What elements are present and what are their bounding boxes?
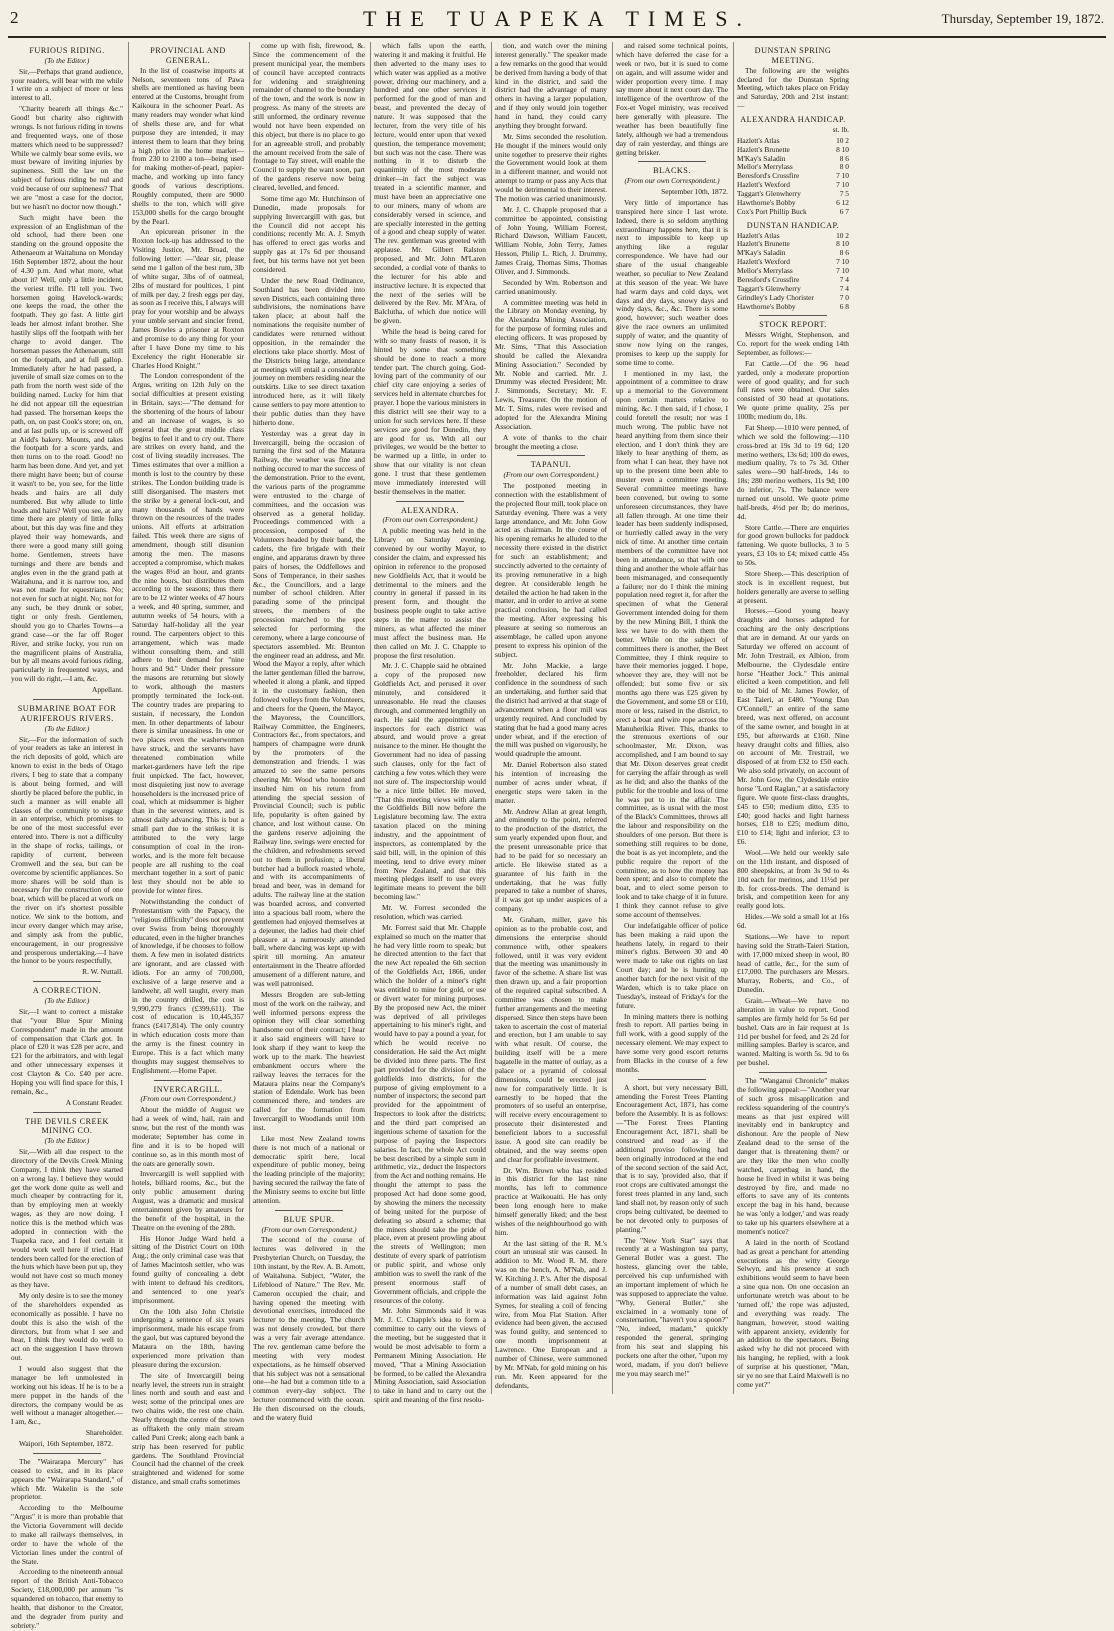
article-paragraph: Seconded by Wm. Robertson and carried unanimously. bbox=[495, 277, 607, 296]
table-units: st. lb. bbox=[832, 124, 849, 134]
article-headline: SUBMARINE BOAT FOR AURIFEROUS RIVERS. bbox=[17, 703, 117, 723]
horse-weight: 7 10 bbox=[836, 257, 849, 267]
article-paragraph: About the middle of August we had a week of wind, hail, rain and snow, but the rest of the month was moderate; September has come in fine and it is to be hoped will continue so, as in this month most of the oats are generally sown. bbox=[132, 1105, 244, 1168]
masthead bbox=[0, 0, 1114, 44]
article-paragraph: A short, but very necessary Bill, amending the Forest Trees Planting Encouragement Act, 1871, has come before the Assembly. It is as follows: —"The Forest Trees Planting Encouragement Act, 1871, shall be construed and read as if the additional proviso following had been originally introduced at the end of the second section of the said Act, that is to say, 'provided also, that if root crops are cultivated amongst the forest trees planted in any land, such land shall not, by reason only of such crops being cultivated, be deemed to be not devoted only to purposes of planting.'" bbox=[616, 1082, 728, 1234]
article-paragraph: The site of Invercargill being nearly level, the streets run in straight lines north and south and east and west; some of the principal ones are two chains wide, the rest one chain. Nearly through the centre of the town as offtaketh the only main stream called Puni Creek; along each bank a strip has been reserved for public gardens. The Southland Provincial Council had the channel of the creek straightened and widened for some distance, and small crafts sometimes bbox=[132, 1370, 244, 1487]
article-paragraph: Mr. Andrew Allan at great length, and eminently to the point, referred to the production of the district, the sum yearly expended upon flour, and the present unreasonable price that had to be paid for so necessary an article. He likewise stated as a guarantee of his faith in the undertaking, that he was fully prepared to take a number of shares, if it was got up under auspices of a company. bbox=[495, 806, 607, 914]
horse-name: Beresford's Crossfire bbox=[737, 171, 800, 181]
horse-name: Cox's Port Phillip Buck bbox=[737, 206, 807, 216]
article-headline: DUNSTAN SPRING MEETING. bbox=[754, 46, 832, 65]
section-divider bbox=[33, 981, 101, 982]
article-paragraph: The London correspondent of the Argus, writing on 12th July on the social difficulties at present existing in Britain, says:—"The demand for the shortening of the hours of labour and an increase of wages, is so general that the great middle class begins to feel it and to cry out. There are strikes on every hand, and the cost of living steadily increases. The Times estimates that over a million a month is lost to the country by these strikes. The London building trade is still disorganised. The masters met the strike by a general lock-out, and many thousands of hands were thrown on the resources of the trades unions. All efforts at arbitration failed. This week there are signs of amendment, though still disunion among the men. The masons accepted a compromise, which makes the wages 8½d an hour, and grants the nine hours, but distributes them according to the seasons; thus there are to be 12 winter weeks of 47 hours a week, and 40 spring, summer, and autumn weeks of 54 hours, with a Saturday half-holiday all the year round. The carpenters object to this arrangement, which was made without consulting them, and still adhere to their demand for "nine hours and 9d." Under their pressure the masons are returning but slowly to work, although the masters promptly terminated the lock-out. The country trades are preparing to sustain, if necessary, the London men. In other departments of labour there is similar uneasiness. In one or two places even the washerwomen have struck, and the servants have threatened combination while market-gardeners have left the ripe fruit unpicked. The fact, however, most disquieting just now to average householders is the increased price of coal, which at midsummer is higher than in the severest winters, and is almost daily advancing. This is but a small part due to the strikes; it is attributed to the very large consumption of coal in the iron-works, and is the more felt because people are all rushing to the coal merchant together in a sort of panic lest they should not be able to provide for winter fires. bbox=[132, 371, 244, 896]
article-paragraph: According to the Melbourne "Argus" it is more than probable that the Victoria Government will decide to make all railways themselves, in order to have the whole of the Victorian lines under the control of the State. bbox=[11, 1503, 123, 1566]
article-paragraph: Store Cattle.—There are enquiries for good grown bullocks for paddock fattening. We quote bullocks, 3 to 5 years, £3 10s to £4; mixed cattle 45s to 50s. bbox=[737, 522, 849, 568]
horse-weight: 7 4 bbox=[839, 274, 849, 284]
section-divider bbox=[154, 1080, 222, 1081]
article-paragraph: Very little of importance has transpired here since I last wrote. Indeed, there is so seldom anything extraordinary happens here, that it is next to impossible to keep up anything like a regular correspondence. We have had our share of the usual changeable weather, so peculiar to New Zealand at this season of the year. We have had warm days and cold days, wet days and dry days, snowy days and windy days, &c., &c. There is some good, however; such weather does give the race owners an unlimited supply of water, and the quantity of snow now lying on the ranges, promises to keep up the supply for some time to come. bbox=[616, 197, 728, 367]
column-divider bbox=[733, 42, 734, 1394]
horse-name: Grindley's Lady Chorister bbox=[737, 292, 814, 302]
article-headline: BLUE SPUR. bbox=[283, 1214, 335, 1224]
horse-name: Mellor's Merrylass bbox=[737, 162, 793, 172]
article-subhead: (To the Editor.) bbox=[44, 1136, 90, 1146]
newspaper-title: THE TUAPEKA TIMES. bbox=[363, 6, 751, 31]
horse-name: M'Kay's Saladin bbox=[737, 153, 786, 163]
column-6 bbox=[616, 42, 728, 1394]
article-paragraph: come up with fish, firewood, &. Since the commencement of the present municipal year, the members of council have accepted contracts for widening and straightening remainder of channel to the boundary of the town, and the work is now in progress. As many of the streets are still unformed, the ordinary revenue would not have been expended on this object, but there is no place to go for an agreeable stroll, and probably the amount received from the sale of frontage to Tay street, will enable the Council to supply the want soon, part of the gardens reserve now being cleared, levelled, and fenced. bbox=[253, 41, 365, 192]
section-divider bbox=[638, 161, 706, 162]
article-paragraph: Notwithstanding the conduct of Protestantism with the Papacy, the "religious difficulty" does not prevent over Swiss from being thoroughly educated, even in the higher branches of knowledge, if he chooses to follow them. A few men in isolated districts are ignorant, and are classed with idiots. For an army of 700,000, exclusive of a large reserve and a landwehr, all well taught, every man in the country drilled, the cost is 9,990,279 francs (£399,611). The cost of education is 10,445,357 francs (£417,814). The only country in which education costs more than the army is the finest country in Europe. This is a fact which many thoughts may suggest themselves to Englishment.—Home Paper. bbox=[132, 897, 244, 1075]
horse-weight: 7 10 bbox=[836, 266, 849, 275]
section-divider bbox=[33, 699, 101, 700]
table-row bbox=[737, 303, 849, 312]
column-1 bbox=[11, 42, 123, 1630]
horse-name: Hawthorne's Bobby bbox=[737, 301, 796, 311]
article-paragraph: His Honor Judge Ward held a sitting of the District Court on 10th Aug.; the only criminal case was that of James Macintosh settler, who was found guilty of concealing a debt with intent to defraud his creditors, and sentenced to one year's imprisonment. bbox=[132, 1233, 244, 1305]
column-2 bbox=[132, 42, 244, 1487]
issue-date: Thursday, September 19, 1872. bbox=[941, 11, 1104, 26]
column-divider bbox=[491, 42, 492, 1394]
article-paragraph: Mr. Daniel Robertson also stated his intention of increasing the number of acres under wheat, if energetic steps were taken in the matter. bbox=[495, 760, 607, 805]
horse-name: Hazlett's Atlas bbox=[737, 230, 780, 240]
column-5 bbox=[495, 42, 607, 1394]
column-divider bbox=[128, 42, 129, 1394]
section-divider bbox=[638, 1079, 706, 1080]
horse-weight: 8 10 bbox=[836, 239, 849, 249]
column-divider bbox=[612, 42, 613, 1394]
article-signature: A Constant Reader. bbox=[65, 1097, 123, 1107]
horse-weight: 7 5 bbox=[839, 189, 849, 199]
article-paragraph: and raised some technical points, which have deferred the case for a week or two, but it is sued to come on again, and will assume wider and wider proportion every time. I may say more about it next court day. The intelligence of the overthrow of the Fox-et Vogel ministry, was received here generally with pleasure. The weather has been beautifully fine lately, although we had a tremendous day of rain yesterday, and things are getting brisker. bbox=[616, 41, 728, 157]
article-subhead: (From our own Correspondent.) bbox=[140, 1094, 236, 1104]
article-paragraph: Sir,—Perhaps that grand audience, your readers, will bear with me while I write on a subject of more or less interest to all. bbox=[11, 66, 123, 103]
article-paragraph: Wool.—We held our weekly sale on the 11th instant, and disposed of 800 sheepskins, at from 3s 9d to 4s 10d each for merinos, and 11½d per lb. for cross-breds. The demand is brisk, and competition keen for any really good lots. bbox=[737, 848, 849, 911]
article-paragraph: A committee meeting was held in the Library on Monday evening, by the Alexandra Mining Association, for the purpose of forming rules and electing officers. It was proposed by Mr. Sims, "That this Association should be called the Alexandra Mining Association." Seconded by Mr. Noble and carried. Mr. J. Drummy was elected President; Mr. J. Simmonds, Secretary; Mr. F. Lewis, Treasurer. On the motion of Mr. T. Sims, rules were revised and adopted for the Alexandra Mining Association. bbox=[495, 297, 607, 431]
article-headline: ALEXANDRA. bbox=[401, 505, 459, 515]
article-headline: A CORRECTION. bbox=[32, 986, 102, 996]
article-headline: DUNSTAN HANDICAP. bbox=[746, 220, 840, 230]
article-paragraph: Hides.—We sold a small lot at 16s 6d. bbox=[737, 912, 849, 931]
section-divider bbox=[33, 1112, 101, 1113]
horse-weight: 7 10 bbox=[836, 171, 849, 181]
article-paragraph: Like most New Zealand towns there is not much of a national or democratic spirit here, local expenditure of public money, being the leading principle of the majority; having secured the railway the fate of the Ministry seems to excite but little attention. bbox=[253, 1133, 365, 1205]
article-subhead: (To the Editor.) bbox=[44, 996, 90, 1005]
horse-weight: 8 0 bbox=[839, 162, 849, 172]
article-paragraph: Store Sheep.—This description of stock is in excellent request, but holders generally are averse to selling at present. bbox=[737, 568, 849, 605]
masthead-rule bbox=[8, 36, 1106, 38]
article-paragraph: Horses.—Good young heavy draughts and horses adapted for coaching are the only descriptions that are in demand. At our yards on Saturday we offered on account of Mr. John Trestrail, ex Albion, from Melbourne, the Clydesdale entire horse "Heather Jock." This animal elicited a keen competition, and fell to the bid of Mr. James Fowler, of East Taieri, at £480. "Young Dan O'Connell," an entire of the same breed, was next offered, on account of the same owner, and bought in at £95, but afterwards at £160. Nine heavy draught colts and fillies, also on account of Mr. Trestrail, we disposed of at from £32 to £50 each. We also sold privately, on account of Mr. John Gow, the Clydesdale entire horse "Lord Raglan," at a satisfactory figure. We quote first-class draughts, £45 to £50; medium ditto, £35 to £40; good hacks and light harness horses, £18 to £25; medium ditto, £10 to £14; light and inferior, £3 to £6. bbox=[737, 606, 849, 847]
column-3 bbox=[253, 41, 365, 1422]
article-subhead: (From our own Correspondent.) bbox=[624, 176, 720, 186]
article-paragraph: Mr. John Mackie, a large freeholder, declared his firm confidence in the soundness of such an undertaking, and further said that the district had arrived at that stage of advancement when a flour mill was urgently required. And concluded by stating that he had a good many acres under wheat, and if the erection of the mill was pushed on vigorously, he would quadruple the amount. bbox=[495, 660, 607, 759]
article-signature: R. W. Nuttall. bbox=[82, 967, 123, 977]
article-paragraph: Mr. J. C. Chapple proposed that a committee be appointed, consisting of John Young, William Forrest, Richard Dawson, William Faucett, William Noble, John Terry, James Hesson, Philip L. Rich, J. Drummy, James Craig, Thomas Sims, Thomas Oliver, and J. Simmonds. bbox=[495, 204, 607, 276]
article-paragraph: I would also suggest that the manager be left unmolested in working out his ideas. If he is to be a mere puppet in the hands of the directors, the company would be as well without a manager altogether.—I am, &c., bbox=[11, 1364, 123, 1427]
section-divider bbox=[759, 315, 827, 316]
column-divider bbox=[370, 42, 371, 1394]
article-paragraph: The following are the weights declared for the Dunstan Spring Meeting, which takes place on Friday and Saturday, 20th and 21st instant:— bbox=[737, 65, 849, 111]
article-paragraph: The "Wanganui Chronicle" makes the following appeal:—"Another year of such gross misapplication and reckless squandering of the country's means as that just expired will inevitably end in bankruptcy and dishonour. Are the people of New Zealand dead to the sense of the danger that is threatening them? or are they like the men who coolly watched, carpetbag in hand, the house he lived in whilst it was being destroyed by fire, and made no efforts to save any of its contents except the bag in his hand, because he was 'only a lodger,' and was ready to take up his quarters elsewhere at a moment's notice? bbox=[737, 1076, 849, 1236]
horse-weight: 6 12 bbox=[836, 197, 849, 207]
article-headline: ALEXANDRA HANDICAP. bbox=[740, 115, 846, 125]
horse-weight: 8 6 bbox=[839, 248, 849, 258]
article-paragraph: Under the new Road Ordinance, Southland has been divided into seven Districts, each containing three subdivisions, the nominations have taken place; at about half the nominations the requisite number of candidates were returned without opposition, in the remainder the elections take place shortly. Most of the Districts being large, attendance at meetings will entail a considerable journey on members residing near the outskirts. Like to see direct taxation introduced here, as it will likely cause settlers to pay more attention to their public duties than they have hitherto done. bbox=[253, 275, 365, 427]
article-paragraph: Messrs Wright, Stephenson, and Co. report for the week ending 14th September, as follows:— bbox=[737, 330, 849, 357]
article-headline: TAPANUI. bbox=[530, 460, 572, 470]
article-paragraph: The "Wairarapa Mercury" has ceased to exist, and in its place appears the "Wairarapa Standard," of which Mr. Wakelin is the sole proprietor. bbox=[11, 1456, 123, 1502]
article-paragraph: An epicurean prisoner in the Roxton lock-up has addressed to the Visiting Justice, Mr. Broad, the following letter: —"dear sir, please send me 1 gallon of the best rum, 3lb of white sugar, 3lbs of of oatmeal, 2lbs of mustard for poultices, 1 pint of milk per day, 2 fresh eggs per day, as soon as I receive this, I always will pray for your worship and be always your umble servant and sincier frend, James Bowles a prisoner at Roxton and promise to do any thing for your after I have Done my time to his Excelency the right Honerable sir Charles Hood Knight." bbox=[132, 227, 244, 370]
horse-name: Hazlett's Wexford bbox=[737, 257, 790, 267]
horse-name: Hawthorne's Bobby bbox=[737, 197, 796, 207]
article-paragraph: In the list of coastwise imports at Nelson, seventeen tons of Pawa shells are mentioned as having been entered at the Customs, brought from Kaikoura in the schooner Pearl. As many readers may wonder what kind of shells these are, and for what purpose they are intended, it may interest them to learn that they bring a high price in the home market—from 230 to 2100 a ton—being used for making mother-of-pearl, papier-mache, and working up into fancy goods of various descriptions. Roughly computed, there are 9000 shells to the ton, which will give 153,000 shells for the cargo brought by the Pearl. bbox=[132, 65, 244, 226]
article-paragraph: The "New York Star" says that recently at a Washington tea party, General Butler was a guest. The hostess, glancing over the table, perceived his cup unfurnished with an important implement of which he was supposed to appreciate the value. "Why, General Butler," she exclaimed in a womanly tone of consternation, "haven't you a spoon?" "No, indeed, madam," quickly responded the general, springing from his seat and slapping his pockets one after the other, "upon my word, madam, if you don't believe me you may search me!" bbox=[616, 1235, 728, 1378]
article-headline: INVERCARGILL. bbox=[153, 1084, 223, 1094]
article-paragraph: The second of the course of lectures was delivered in the Presbyterian Church, on Tuesday, the 10th instant, by the Rev. A. B. Arnott, of Waitahuna. Subject, "Water, the Lifeblood of Nature." The Rev. Mr. Cameron occupied the chair, and having opened the meeting with devotional exercises, introduced the lecturer to the meeting. The church was not densely crowded, but there was a very fair average attendance. The rev. gentleman came before the meeting with very modest expectations, as he himself observed that his subject was not a sensational one—he had but a common title to a common every-day subject. The lecturer commenced with the ocean. He then discoursed on the clouds, and the watery fluid bbox=[253, 1235, 365, 1422]
article-subhead: (To the Editor.) bbox=[44, 723, 90, 733]
article-subhead: (From our own Correspondent.) bbox=[261, 1224, 357, 1234]
horse-name: Mellor's Merrylass bbox=[737, 266, 793, 275]
article-paragraph: Yesterday was a great day in Invercargill, being the occasion of turning the first sod of the Mataura Railway, the weather was fine and nothing occured to mar the success of the demonstration. Prior to the event, the various parts of the programme were entrusted to the charge of committees, and the occasion was observed as a general holiday. Proceedings commenced with a procession, composed of the Volunteers headed by their band, the cadets, the fire brigade with their engine, and apparatus drawn by three pairs of horses, the Oddfellows and Sons of Temperance, in their sashes &c., the Councillors, and a large number of school children. After parading some of the principal streets, the members of the procession marched to the spot selected for performing the ceremony, where a large concourse of spectators assembled. Mr. Brunton the engineer read an address, and Mr. Wood the Mayor a reply, after which the latter gentleman filled the barrow, wheeled it along a plank, and tipped it in the customary fashion, then followed volleys from the Volunteers, and cheers for the Queen, the Mayor, the Mayoress, the Councillors, Railway Committee, the Engineers, Contractors &c., from spectators, and hampers of champagne were drunk by the promoters of the demonstration and friends. I was amazed to see the same persons cheering Mr. Wood who hooted and insulted him on his return from attending the special session of Provincial Council; such is public life, popularity is often gained by chance, and lost without cause. On the gardens reserve adjoining the Railway line, swings were erected for the children, and refreshments served out to them in profusion; a liberal butcher had a bullock roasted whole, and with its accompaniments of bread and beer, was in demand for adults. The railway line at the station was boarded across, and converted into a spacious ball room, where the gentlemen had enjoyed themselves at a dejeuner, the ladies had their chief pleasure at a numerously attended ball, where dancing was kept up with spirit till morning. An amateur entertainment in the Theatre afforded amusement of a different nature, and was well patronised. bbox=[253, 428, 365, 988]
section-divider bbox=[275, 1210, 343, 1211]
article-headline: STOCK REPORT. bbox=[759, 320, 827, 330]
horse-name: Hazlett's Brunette bbox=[737, 239, 790, 249]
horse-name: M'Kay's Saladin bbox=[737, 248, 786, 258]
article-paragraph: Sir,—For the information of such of your readers as take an interest in the rich deposits of gold, which are known to exist in the beds of Otago rivers, I beg to state that a company is about being formed, and will shortly be placed before the public, in such a manner as will enable all classes of the community to engage in an enterprise, which promises to be one of the most successful ever entered into. There is not a difficulty in the shape of rocks, tailings, or rapidity of current, between Cromwell and the sea, but can be overcome by scientific appliances. So more shares will be sold than is necessary for the construction of one boat, which will be placed at work on the river on it's shortest possible notice. We sink to the bottom, and incur every danger which may arise, and simply ask from the public, encouragement, in our progressive and prosperous undertaking.—I have the honor to be yours respectfully, bbox=[11, 734, 123, 966]
article-paragraph: which falls upon the earth, watering it and making it fruitful. He then adverted to the many uses to which water was applied as a motive power, driving our machinery, and a hundred and one other services it performed for the good of man and beast, and prevented the decay of nature. It was supposed that the lecturer, from the very title of his lecture, would enter upon that vexed question, the temperance movement; but such was not the case. There was nothing in it to disturb the equanimity of the most moderate drinker—in fact the subject was treated in a scientific manner, and must have been an appreciative one to our miners, many of whom are considerably versed in science, and are specially interested in the getting of a good and cheap supply of water. The rev. gentleman was greeted with applause. Mr. Gilbert Ralston proposed, and Mr. John M'Laren seconded, a cordial vote of thanks to the lecturer for his able and instructive lecture. It is expected that the next of the series will be delivered by the Rev. Mr. M'Ara, of Balclutha, of which due notice will be given. bbox=[374, 41, 486, 326]
page-number: 2 bbox=[10, 8, 19, 27]
horse-weight: 7 4 bbox=[839, 283, 849, 293]
article-paragraph: Mr. Sims seconded the resolution. He thought if the miners would only unite together to preserve their rights the Government would look at them in a different manner, and would not attempt to tramp or pass any Acts that would be detrimental to their interest. The motion was carried unanimously. bbox=[495, 131, 607, 203]
column-4 bbox=[374, 41, 486, 1405]
article-paragraph: Invercargill is well supplied with hotels, billiard rooms, &c., but the only public amusement during August, was a dramatic and musical entertainment given by amateurs for the benefit of the hospital, in the Theatre on the evening of the 28th. bbox=[132, 1169, 244, 1232]
horse-name: Taggart's Glenwherry bbox=[737, 189, 801, 199]
article-paragraph: Stations.—We have to report having sold the Strath-Taieri Station, with 17,000 mixed sheep in wool, 80 head of cattle, &c., for the sum of £17,000. The purchasers are Messrs. Murray, Roberts, and Co., of Dunedin. bbox=[737, 931, 849, 995]
horse-name: Hazlett's Brunette bbox=[737, 144, 790, 154]
article-paragraph: Mr. Forrest said that Mr. Chapple explained so much on the matter that he had very little room to speak; but he directed attention to the fact that the new Act repealed the 6th section of the Goldfields Act, 1866, under which the holder of a miner's right was entitled to mine for gold, or use or divert water for mining purposes. By the proposed new Act, the miner was deprived of all privileges appertaining to his miner's right, and would have to pay a pound a year, for which he would receive no consideration. He said the Act might be divided into three parts. The first part provided for the division of the goldfields into districts, for the purpose of giving employment to a number of inspectors; the second part provided for the appointment of Inspectors to look after the districts; and the third part comprised an ingenious scheme of taxation for the purpose of paying the Inspectors salaries. In fact, the whole Act could be best described by a simple sum in arithmetic, viz., deduct the Inspectors from the Act and nothing remains. He thought the attempt to pass the proposed Act had done some good, by showing the miners the necessity of being united for the purpose of defeating so absurd a scheme; that the miners should take the pride of place, even at present prowling about the streets of Wellington; men destitute of every spark of patriotism or public spirit, and whose only ambition was to swell the rank of the present enormous staff of Government officials, and cripple the resources of the colony. bbox=[374, 922, 486, 1305]
horse-weight: 6 8 bbox=[839, 301, 849, 311]
article-headline: PROVINCIAL AND GENERAL. bbox=[150, 46, 226, 65]
article-headline: THE DEVILS CREEK MINING CO. bbox=[25, 1116, 109, 1136]
article-paragraph: While the head is being cared for with so many feasts of reason, it is hinted by some that something should be done to reach a more tender part. The church going, God-loving part of the community of our chief city care enjoying a series of services held in alternate churches for prayer. I hope the various ministers in this district will see their way to a union for such services here. If these services are good for Dunedin, they are good for us. With all our privileges, we would be the better to be warmed up a little, in order to show that our vitality is not clean gone. I trust that these gentlemen move immediately interested will bestir themselves in the matter. bbox=[374, 327, 486, 496]
horse-name: Beresford's Crossfire bbox=[737, 274, 800, 284]
article-paragraph: Sir,—With all due respect to the directory of the Devils Creek Mining Company, I think they have started on a wrong lay. I believe they would get the work done quite as well and much cheaper by contracting for it, than by employing men at weekly wages, as they are now doing. I notice this is the method which was adopted in connection with the Tuapeka race, and I feel certain it would work well here if tried. Had tenders been called for the erection of the huts which have been put up, they would not have cost so much money as they have. bbox=[11, 1147, 123, 1290]
horse-weight: 8 6 bbox=[839, 153, 849, 163]
article-paragraph: tion, and watch over the mining interest generally." The speaker made a few remarks on the good that would be derived from having a body of that kind in the district, and said the district had the advantage of many others in having a larger population, and if they only would join together hand in hand, they could carry anything they brought forward. bbox=[495, 41, 607, 130]
column-divider bbox=[249, 42, 250, 1394]
weights-table bbox=[737, 232, 849, 312]
article-paragraph: In mining matters there is nothing fresh to report. All parties being in full work, with a good supply of the necessary element. We may expect to have some very good escort returns from Blacks in the course of a few months. bbox=[616, 1011, 728, 1074]
article-subhead: (To the Editor.) bbox=[44, 55, 90, 65]
horse-name: Hazlett's Wexford bbox=[737, 180, 790, 190]
article-subhead: (From our own Correspondent.) bbox=[503, 470, 599, 480]
article-signature: Shareholder. bbox=[85, 1428, 123, 1438]
article-signature: Appellant. bbox=[92, 685, 123, 695]
section-divider bbox=[33, 1453, 101, 1454]
article-paragraph: At the last sitting of the R. M.'s court an unusual stir was caused. In addition to Mr. Wood R. M. there was on the bench, A. M'Nab, and J. W. Kitching J. P.'s. After the disposal of a number of small debt cases, an information was laid against John Symes, for stealing a coil of fencing wire, from Moa Flat Station. After evidence had been given, the accused was found guilty, and sentenced to one month imprisonment at Lawrence. One European and a number of Chinese, were summoned by Mr. M'Nab, for gold mining on his run. Mr. Keen appeared for the defendants, bbox=[495, 1238, 607, 1390]
horse-weight: 6 7 bbox=[839, 206, 849, 216]
article-paragraph: According to the nineteenth annual report of the British Anti-Tobacco Society, £18,000,000 per annum "is squandered on tobacco, that enemy to health, that dishonor to the Creator, and the degrader from purity and sobriety." bbox=[11, 1567, 123, 1630]
horse-weight: 10 2 bbox=[836, 135, 849, 145]
article-paragraph: Some time ago Mr. Hutchinson of Dunedin, made proposals for supplying Invercargill with gas, but the Council did not accept his conditions; recently Mr. A. J. Smyth has offered to erect gas works and supply gas at 17s 6d per thousand feet, but his terms have not yet been considered. bbox=[253, 193, 365, 274]
section-divider bbox=[396, 501, 464, 502]
article-paragraph: Sir,—I want to correct a mistake that "your Blue Spur Mining Correspondent" made in the amount of compensation that Clark got. In place of £20 it was £28 per acre, and £21 for the arbitrators, and with legal and other unnecessary expenses it cost Clayton & Co. £40 per acre. Hoping you will find space for this, I remain, &c., bbox=[11, 1006, 123, 1096]
weights-table bbox=[737, 137, 849, 217]
article-paragraph: Mr. J. C. Chapple said he obtained a copy of the proposed new Goldfields Act, and perused it over minutely, and considered it unreasonable. He read the clauses through, and commented lengthily on each. He said the appointment of inspectors for each district was absurd, and would prove a great nuisance to the miner. He thought the Government had no idea of passing such clauses, only for the fact of catching a few votes which they were not sure of. The inspectorship would be a nice little billet. He moved, "That this meeting views with alarm the Goldfields Bill now before the Legislature becoming law. The extra taxation placed on the mining industry, and the appointment of inspectors, as contemplated by the said bill, will, in the opinion of this meeting, tend to drive every miner from New Zealand, and that this meeting pledges itself to use every legitimate means to prevent the bill becoming law." bbox=[374, 661, 486, 902]
article-paragraph: I mentioned in my last, the appointment of a committee to draw up a memorial to the Government upon certain matters relative to mining, &c. I then said, if I chose, I could foretell the result; nor was I much wrong. The public have not heard anything from them since their election, and I don't think they are likely to hear anything of them, as from what I can hear, they have not up to the present time been able to muster even a committee meeting. Several committee meetings have been convened, but owing to some unforeseen circumstances, they have all fallen through. At one time their leader has been suddenly indisposed, or hurriedly called away in the very nick of time. At another time certain members of the committee have not been in attendance, so that with one thing and another the whole affair has been mismanaged, and consequently a failure; nor do I think the mining population need regret it, for after the specimen of what the General Government intended doing for them by the new Mining Bill, I think the less we have to do with them the better. While on the subject of committees there is another, the Beet Committee, they I think require to have their memories jogged. I hope, whoever they are, they will not be offended; but some five or six months ago there was £25 given by the Government, and some £8 or £10, more or less, raised in the district, to erect a boat and wire rope across the Manuherikia River. This, thanks to the strenuous exertions of our schoolmaster, Mr. Dixon, was accomplished, and I am bound to say that Mr. Dixon deserves great credit for carrying the affair through as well as he did; and also the thanks of the public for the trouble and loss of time he was put to in the affair. The committee, as is usual with the most of the Black's Committees, throws all the labour and responsibility on the shoulders of one person. But there is something still requires to be done, the boat is as yet incomplete, and the public require the report of the committee, as to how the money has been spent; and also to complete the boat, and to elect some person to look and to take charge of it in future. I think they cannot refuse to give some account of themselves. bbox=[616, 368, 728, 919]
article-paragraph: "Charity beareth all things &c." Good! but charity also rightwith wrongs. Is not furious riding in towns and frequented ways, one of those matters which need to be suppressed? While we calmly bear some evils, we must beware of inviting injuries by supineness. Still the law on the subject of furious riding be nul and void because of our supineness? That we are "most a case for the doctor, but we hasn't no doctor now though." bbox=[11, 104, 123, 211]
horse-weight: 8 10 bbox=[836, 144, 849, 154]
article-paragraph: Dr. Wm. Brown who has resided in this district for the last nine months, has left to commence practice at Waikouaiti. He has only been long enough here to make himself generally liked; and the best wishes of the neighbourhood go with him. bbox=[495, 1165, 607, 1237]
article-paragraph: Fat Sheep.—1010 were penned, of which we sold the following:—110 cross-bred at 19s 3d to 19 6d; 120 merino wethers, 13s 6d; 100 do ewes, medium quality, 7s to 7s 3d. Other sales were—90 half-breds, 14s to 18s; 280 merino wethers, 11s 9d; 100 do inferior, 7s. The balance were turned out unsold. We quote prime half-breds, 4½d per lb; do merinos, 4d. bbox=[737, 422, 849, 521]
horse-weight: 7 0 bbox=[839, 292, 849, 302]
article-headline: FURIOUS RIDING. bbox=[29, 46, 105, 55]
article-paragraph: Mr. John Simmonds said it was Mr. J. C. Chapple's idea to form a committee to carry out the views of the meeting, but he suggested that it would be most advisable to form a Permanent Mining Association. He moved, "That a Mining Association be formed, to be called the Alexandra Mining Association, said Association to take in hand and to carry out the spirit and meaning of the first resolu- bbox=[374, 1306, 486, 1405]
article-paragraph: Mr. Graham, miller, gave his opinion as to the probable cost, and dimensions the enterprise should commence with, other speakers followed, until it was very evident that the meeting was unanimously in favor of the scheme. A share list was then drawn up, and a fair proportion of the required capital subscribed. A committee was chosen to make further arrangements and the meeting dispersed. Since then steps have been taken to ascertain the cost of material and erection, but I am unable to say with what result. Of course, the building itself will be a mere bagatelle in the matter of outlay, as a palace or a pyramid of colossal dimensions, could be erected just now for comparatively little. It is earnestly to be hoped that the promoters of so useful an enterprise, will receive every encouragement to prosecute their disinterested and beneficient labors to a successful issue. A good site can readily be obtained, and the way seems open and clear for profitable investment. bbox=[495, 915, 607, 1164]
horse-name: Hazlett's Atlas bbox=[737, 135, 780, 145]
article-paragraph: Fat Cattle.—Of the 96 head yarded, only a moderate proportion were of good quality, and for such full rates were obtained. Our sales consisted of 30 head at quotations. We quote prime quality, 25s per 100lb; medium do, 18s. bbox=[737, 358, 849, 422]
article-paragraph: Such might have been the expression of an Englishman of the old school, had there been one standing on the ground opposite the Athenaeum at Waitahuna on Monday 16th September 1872, about the hour of 4.30 p.m. And what more, what about it? Well, only a little incident, the veriest trifle. I'll tell you. Two horsemen going Havelock-wards; one keeps the road, the other the footpath. They go fast. A little girl leads her almost infant brother. She hastily slips off the footpath with her charge to avoid danger. The horseman passes the Athenaeum, still on the footpath, and at full gallop. Immediately after he had passed, a juvenile of small size comes on to the path from the north west side of the building named. Lucky for him that he did not appear till the equestrian had passed. The horseman keeps the path, on, on past Cook's store; on, on, and at last pulls up, or is screwed off at Aidd's bakery. Mounts, and takes the footpath for a score yards, and then turns on to the road. Good! no harm has been done. And yet, and yet there might have been; but of course it wasn't to be, you see, for the little heads and hairs are all duly numbered. But why allude to little heads and hairs? Well you see, at any time there are plenty of little folks about, but this day was fine and they played their way homewards, and there were a good many still going home. Gentlemen, streets have turnings and there are bends and angles even in the the grand path at Waitahuna, and it is narrow too, and was not made for equestrians. No; not even for such at night. No; not for any such, be they drunk or sober, tight or only fresh. Gentlemen, should you go to Charles Towns—a grand case—or the far off Roger River, and strike lucky, you run on the magnificent plains of Australia, but by all means avoid furious riding, particularly in frequented ways, and you will do right,—I am, &c. bbox=[11, 212, 123, 684]
horse-weight: 7 10 bbox=[836, 180, 849, 190]
column-7 bbox=[737, 42, 849, 1394]
article-paragraph: Waipori, 16th September, 1872. bbox=[19, 1439, 113, 1449]
article-paragraph: Mr. W. Forrest seconded the resolution, which was carried. bbox=[374, 903, 486, 921]
horse-weight: 10 2 bbox=[836, 230, 849, 240]
article-signature: September 10th, 1872. bbox=[661, 187, 728, 197]
article-headline: BLACKS. bbox=[653, 166, 691, 176]
article-paragraph: Messrs Brogden are sub-letting most of the work on the railway, and well informed persons express the opinion they will clear something handsome out of their contract; I hear it also said engineers will have to look sharp if they want to keep the work up to the mark. The heaviest embankment occurs where the railway leaves the terraces for the Mataura plains near the Company's station of Edendale. Work has been commenced there, and tenders are called for the formation from Invercargill to Woodlands until 10th inst. bbox=[253, 989, 365, 1132]
article-paragraph: Grain.—Wheat—We have no alteration in value to report. Good samples are firmly held for 5s 6d per bushel. Oats are in fair request at 1s 11d per bushel for feed, and 2s 2d for milling samples. Barley is scarce, and wanted. Malting is worth 5s. 9d to 6s per bushel. bbox=[737, 996, 849, 1068]
article-subhead: (From our own Correspondent.) bbox=[382, 515, 478, 525]
section-divider bbox=[759, 1072, 827, 1073]
article-paragraph: A laird in the north of Scotland had as great a penchant for attending executions as the witty George Selwyn, and his presence at such exhibitions would seem to have been a sine qua non. On one occasion an unfortunate wretch was about to be 'turned off,' the rope was adjusted, and everything was ready. The hangman, however, stood waiting with apparent anxiety, evidently for an addition to the spectators. Being asked why he did not proceed with his hanging, he replied, with a look of surprise at his questioner, "Man, sir ye no see that Laird Maxwell is no come yet?" bbox=[737, 1237, 849, 1389]
article-paragraph: The postponed meeting in connection with the establishment of the projected flour mill, took place on Saturday evening. There was a very large attendance, and Mr. John Gow acted as chairman. In the course of his opening remarks he alluded to the necessity there existed in the district for such an establishment; and succinctly adverted to the certainty of its proving remunerative in a high degree. At considerable length he detailed the action he had taken in the matter, and in order to arrive at some practical conclusion, he had called the meeting. After expressing his pleasure at seeing so numerous an assemblage, he called upon anyone present to express his opinion of the subject. bbox=[495, 481, 607, 659]
article-paragraph: Our indefatigable officer of police has been making a raid upon the heathens lately, in regard to their miner's rights. Between 30 and 40 were made to take out rights on last Court day; and he is hunting up another batch for the next visit of the Warden, which is to take place on Tuesday's, instead of Friday's for the future. bbox=[616, 920, 728, 1010]
article-paragraph: My only desire is to see the money of the shareholders expended as economically as possible. I have no doubt this is also the wish of the directors, but from what I see and hear, I think they would do well to act on the suggestion I have thrown out. bbox=[11, 1291, 123, 1363]
article-paragraph: A vote of thanks to the chair brought the meeting a close. bbox=[495, 432, 607, 451]
table-row bbox=[737, 208, 849, 217]
article-paragraph: On the 10th also John Christie undergoing a sentence of six years imprisonment, made his escape from the gaol, but was captured beyond the Mataura on the 18th, having experienced more privation than pleasure during the excursion. bbox=[132, 1306, 244, 1369]
article-paragraph: A public meeting was held in the Library on Saturday evening, convened by our worthy Mayor, to consider the claim, and expressed his opinion in reference to the proposed new Goldfields Act, that it would be detrimental to the miners and the country in general if passed in its present form, and thought the business people ought to take active steps in the matter to assist the miners, as what affected the miner must affect the business man. He then called on Mr. J. C. Chapple to propose the first resolution. bbox=[374, 526, 486, 660]
section-divider bbox=[517, 455, 585, 456]
horse-name: Taggart's Glenwherry bbox=[737, 283, 801, 293]
